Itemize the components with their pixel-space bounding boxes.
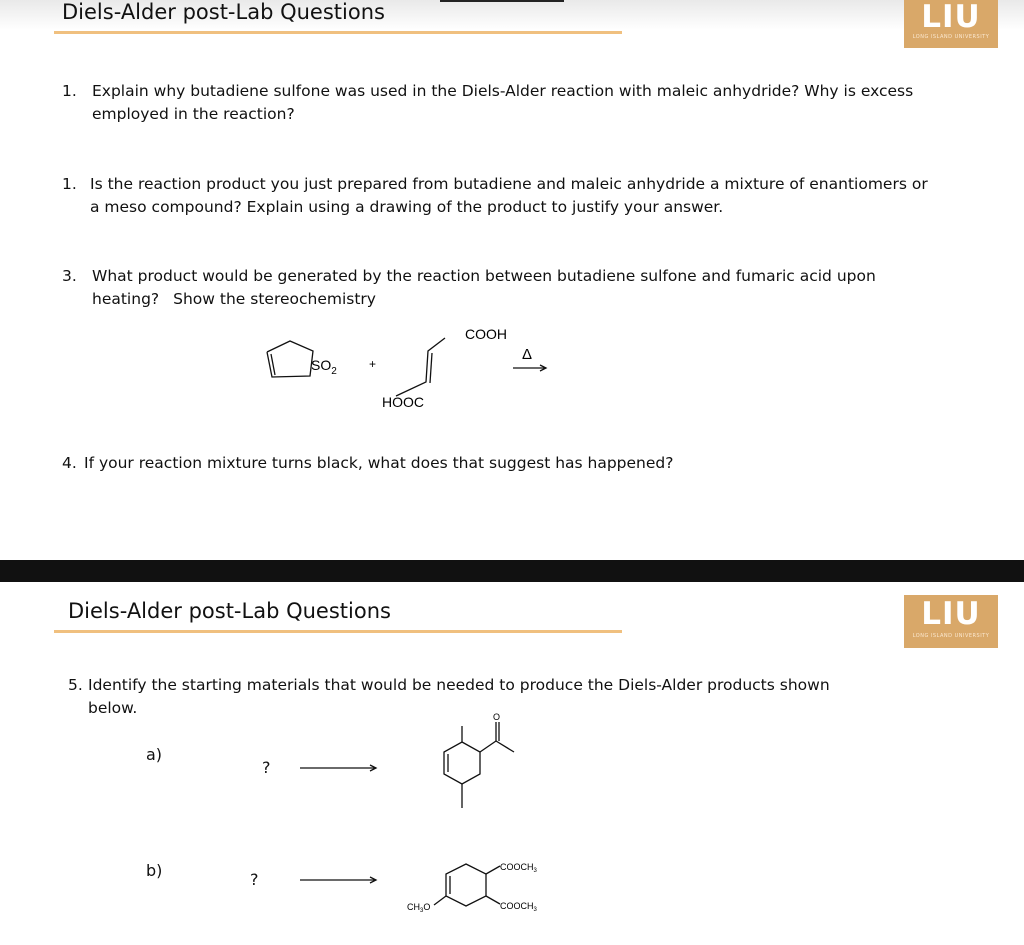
liu-logo: LIU LONG ISLAND UNIVERSITY (904, 595, 998, 648)
part-a-label: a) (146, 745, 163, 764)
hooc-label: HOOC (382, 394, 424, 410)
top-edge-bar (440, 0, 564, 2)
question-4: 4. If your reaction mixture turns black, what does that suggest has happened? (62, 454, 674, 472)
part-b-label: b) (146, 861, 163, 880)
methoxy-bond-b (434, 896, 446, 905)
part-a-unknown: ? (262, 758, 271, 777)
cyclohexene-ring-a (444, 742, 480, 784)
liu-logo: LIU LONG ISLAND UNIVERSITY (904, 0, 998, 48)
ester-bond-top-b (486, 866, 500, 874)
acetyl-methyl-a (496, 741, 514, 752)
slide-title: Diels-Alder post-Lab Questions (62, 0, 385, 24)
title-underline (54, 630, 622, 633)
question-5: 5. Identify the starting materials that would be needed to produce the Diels-Alder products shown below. (68, 676, 830, 717)
question-2: 1. Is the reaction product you just prepared from butadiene and maleic anhydride a mixture of enantiomers or a meso compound? Explain using a drawing of the product to justify your answer. (62, 175, 928, 216)
ester-bottom-label: $COOCH_3$ (500, 901, 537, 913)
methoxy-label: $CH_3O$ (407, 902, 431, 914)
ester-top-label: $COOCH_3$ (500, 862, 537, 874)
acetyl-bond-a (480, 741, 496, 752)
slide-divider (0, 560, 1024, 582)
fumaric-double-bond (430, 353, 432, 383)
question-1: 1. Explain why butadiene sulfone was used in the Diels-Alder reaction with maleic anhydride? Why is excess employed in the reaction? (62, 82, 914, 123)
so2-label: $SO_2$ (311, 357, 337, 377)
question-3: 3. What product would be generated by the reaction between butadiene sulfone and fumaric acid upon heating? Show the stereochemistry (62, 267, 876, 308)
title-underline (54, 31, 622, 34)
cooh-label: COOH (465, 326, 507, 342)
carbonyl-oxygen-a: O (493, 712, 501, 722)
reaction-scheme-q3 (250, 318, 570, 418)
part-b-unknown: ? (250, 870, 259, 889)
fumaric-acid-skeleton (396, 338, 445, 396)
product-a-structure (290, 712, 530, 816)
product-b-structure (290, 852, 560, 942)
slide-2 (0, 582, 1024, 945)
cyclohexene-ring-b (446, 864, 486, 906)
slide-title: Diels-Alder post-Lab Questions (68, 599, 391, 623)
ester-bond-bottom-b (486, 896, 500, 904)
plus-sign: + (369, 357, 377, 371)
heat-symbol: Δ (522, 346, 533, 363)
